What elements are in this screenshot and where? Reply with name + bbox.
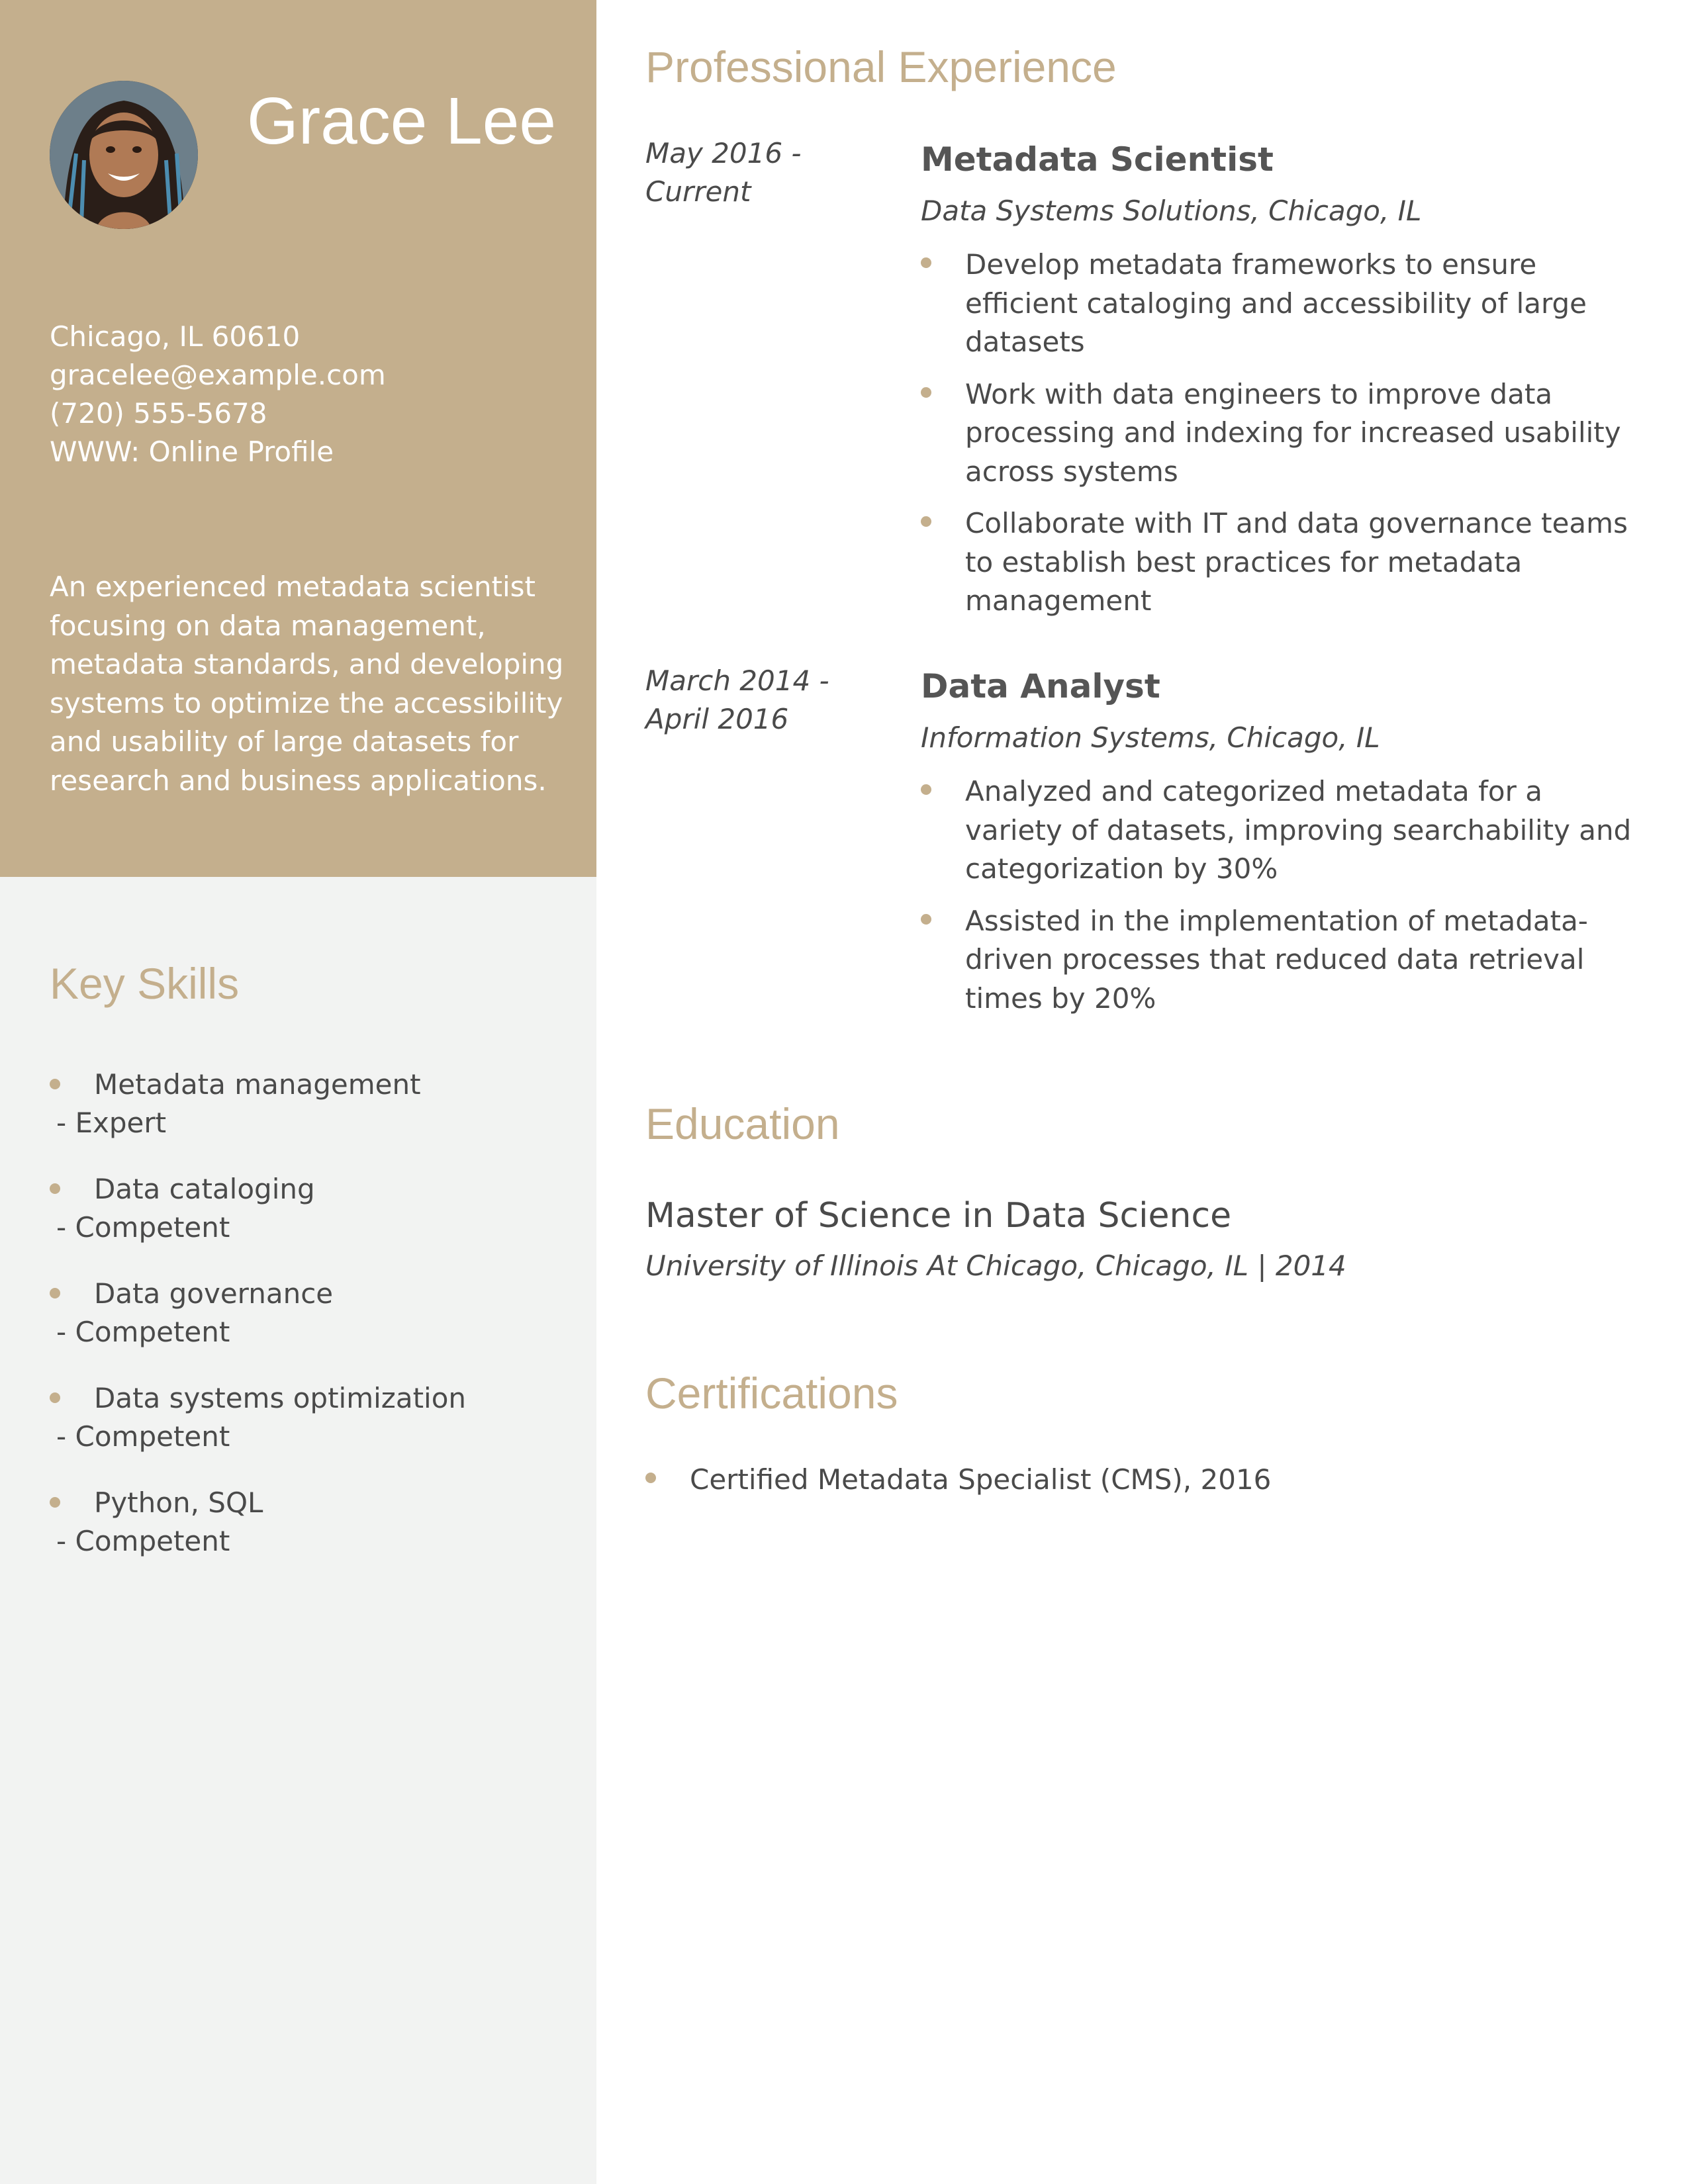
skills-list	[50, 1066, 566, 1588]
degree: Master of Science in Data Science	[645, 1196, 1232, 1236]
certification-text: Certified Metadata Specialist (CMS), 2016	[690, 1463, 1272, 1496]
school: University of Illinois At Chicago, Chicago, IL | 2014	[645, 1250, 1346, 1282]
candidate-name: Grace Lee	[247, 84, 556, 158]
job-date: May 2016 - Current	[645, 137, 802, 208]
contact-address: Chicago, IL 60610	[50, 320, 301, 353]
skill-name: Data cataloging	[94, 1173, 315, 1205]
bullet-icon	[50, 1079, 60, 1089]
skill-level: - Competent	[56, 1211, 230, 1244]
summary: An experienced metadata scientist focusing on data management, metadata standards, and developing systems to optimize the accessibility and usability of large datasets for research and business applications.	[50, 570, 564, 797]
list-item	[921, 375, 1642, 492]
job-title: Metadata Scientist	[921, 140, 1274, 179]
bullet-icon	[921, 914, 931, 925]
experience-title: Professional Experience	[645, 42, 1117, 91]
list-item	[921, 902, 1642, 1019]
skill-level: - Competent	[56, 1525, 230, 1557]
bullet-icon	[50, 1183, 60, 1194]
list-item	[921, 772, 1642, 889]
contact-website[interactable]: WWW: Online Profile	[50, 435, 334, 468]
job-company: Data Systems Solutions, Chicago, IL	[921, 195, 1422, 227]
bullet-icon	[50, 1497, 60, 1508]
education-title: Education	[645, 1099, 840, 1148]
skill-level: - Competent	[56, 1420, 230, 1453]
bullet-icon	[921, 387, 931, 398]
avatar-portrait	[50, 81, 198, 229]
bullet-icon	[50, 1392, 60, 1403]
bullet-icon	[921, 516, 931, 527]
skill-name: Data governance	[94, 1277, 334, 1310]
list-item	[921, 246, 1642, 362]
bullet-text: Work with data engineers to improve data processing and indexing for increased usability across systems	[965, 377, 1621, 488]
skill-name: Data systems optimization	[94, 1382, 467, 1414]
certifications-title: Certifications	[645, 1369, 898, 1418]
job-bullets	[921, 246, 1642, 634]
skill-name: Metadata management	[94, 1068, 421, 1101]
skill-level: - Competent	[56, 1316, 230, 1348]
bullet-text: Analyzed and categorized metadata for a variety of datasets, improving searchability and categorization by 30%	[965, 775, 1632, 885]
bullet-icon	[921, 257, 931, 268]
sidebar-header	[0, 0, 596, 877]
bullet-icon	[645, 1473, 656, 1483]
contact-email[interactable]: gracelee@example.com	[50, 359, 386, 391]
job-bullets	[921, 772, 1642, 1031]
skill-item	[50, 1275, 566, 1379]
contact-block	[50, 318, 566, 471]
job-title: Data Analyst	[921, 667, 1160, 705]
skill-item	[50, 1484, 566, 1588]
job-date: March 2014 - April 2016	[645, 664, 829, 735]
bullet-text: Collaborate with IT and data governance teams to establish best practices for metadata management	[965, 507, 1628, 617]
skill-item	[50, 1170, 566, 1275]
sidebar	[0, 0, 596, 2184]
bullet-icon	[921, 784, 931, 795]
skills-title: Key Skills	[50, 959, 240, 1008]
skill-name: Python, SQL	[94, 1486, 263, 1519]
job-company: Information Systems, Chicago, IL	[921, 721, 1380, 754]
bullet-text: Assisted in the implementation of metadata-driven processes that reduced data retrieval times by 20%	[965, 904, 1588, 1015]
contact-phone[interactable]: (720) 555-5678	[50, 397, 267, 430]
certifications-list	[645, 1461, 1605, 1499]
skill-item	[50, 1066, 566, 1170]
avatar	[50, 81, 198, 229]
bullet-text: Develop metadata frameworks to ensure efficient cataloging and accessibility of large datasets	[965, 248, 1587, 358]
skill-level: - Expert	[56, 1107, 167, 1139]
list-item	[645, 1461, 1605, 1499]
list-item	[921, 504, 1642, 621]
skill-item	[50, 1379, 566, 1484]
bullet-icon	[50, 1288, 60, 1298]
